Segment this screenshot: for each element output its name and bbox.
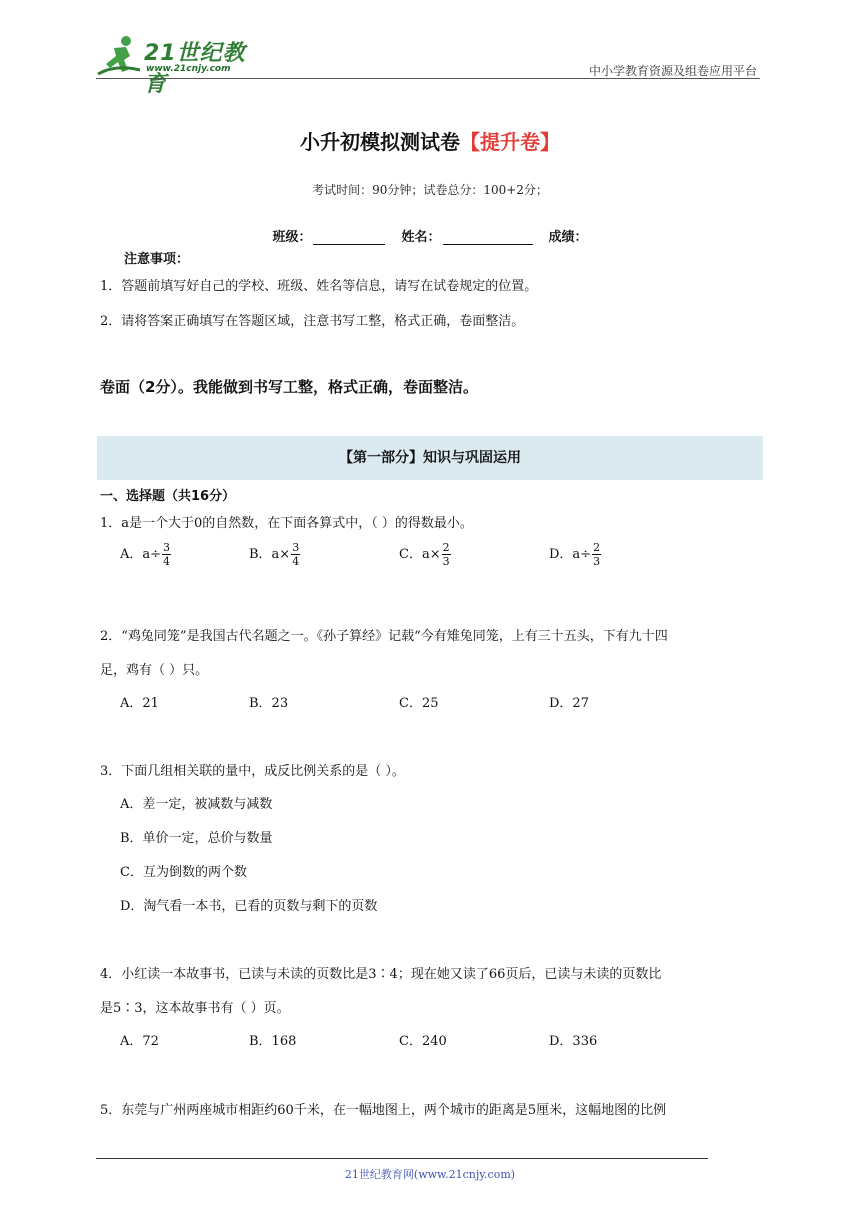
student-fields xyxy=(0,226,860,245)
fraction-denominator: 3 xyxy=(442,555,450,569)
exam-info: 考试时间：90分钟；试卷总分：100+2分； xyxy=(312,183,548,197)
name-label: 姓名： xyxy=(401,230,441,245)
q1-option-c[interactable] xyxy=(399,541,451,568)
fraction-numerator: 3 xyxy=(292,541,300,554)
fraction-numerator: 2 xyxy=(593,541,601,554)
fraction xyxy=(162,541,171,568)
q4-option-a[interactable]: A．72 xyxy=(120,1034,159,1049)
section-header xyxy=(97,436,763,480)
q2-stem-line1: 2．“鸡兔同笼”是我国古代名题之一。《孙子算经》记载“今有雉兔同笼，上有三十五头，下有九十四 xyxy=(100,629,668,644)
page-title xyxy=(0,126,860,155)
platform-label: 中小学教育资源及组卷应用平台 xyxy=(588,64,757,78)
q2-option-c[interactable]: C．25 xyxy=(399,696,439,711)
q1-option-d[interactable] xyxy=(549,541,601,568)
q3-option-d[interactable]: D．淘气看一本书，已看的页数与剩下的页数 xyxy=(120,899,378,914)
q1-option-b[interactable] xyxy=(249,541,300,568)
fraction xyxy=(592,541,601,568)
fraction-denominator: 4 xyxy=(292,555,300,569)
class-blank[interactable] xyxy=(313,244,385,245)
score-label: 成绩： xyxy=(548,230,588,245)
q4-option-b[interactable]: B．168 xyxy=(249,1034,297,1049)
q2-option-a[interactable]: A．21 xyxy=(120,696,159,711)
logo-url: www.21cnjy.com xyxy=(146,64,231,74)
q4-option-c[interactable]: C．240 xyxy=(399,1034,447,1049)
q3-stem: 3．下面几组相关联的量中，成反比例关系的是（ ）。 xyxy=(100,764,405,779)
footer-divider xyxy=(96,1158,708,1159)
title-main: 小升初模拟测试卷 xyxy=(300,130,460,154)
fraction xyxy=(291,541,300,568)
q1-option-b-label: B．a× xyxy=(249,547,291,563)
fraction-numerator: 2 xyxy=(442,541,450,554)
fraction-denominator: 3 xyxy=(593,555,601,569)
fraction-numerator: 3 xyxy=(163,541,171,554)
q2-option-b[interactable]: B．23 xyxy=(249,696,289,711)
q1-option-d-label: D．a÷ xyxy=(549,547,592,563)
q3-option-c[interactable]: C．互为倒数的两个数 xyxy=(120,865,247,880)
notice-title: 注意事项： xyxy=(124,252,190,267)
q1-option-c-label: C．a× xyxy=(399,547,441,563)
class-label: 班级： xyxy=(272,230,312,245)
footer-link[interactable]: 21世纪教育网(www.21cnjy.com) xyxy=(344,1168,516,1181)
q4-stem-line2: 是5∶3，这本故事书有（ ）页。 xyxy=(100,1001,290,1016)
part-heading: 一、选择题（共16分） xyxy=(100,489,236,504)
q2-option-d[interactable]: D．27 xyxy=(549,696,589,711)
fraction xyxy=(442,541,451,568)
q5-stem-line1: 5．东莞与广州两座城市相距约60千米，在一幅地图上，两个城市的距离是5厘米，这幅地图的比例 xyxy=(100,1103,667,1118)
q4-stem-line1: 4．小红读一本故事书，已读与未读的页数比是3∶4；现在她又读了66页后，已读与未读的页数比 xyxy=(100,967,662,982)
q3-option-a[interactable]: A．差一定，被减数与减数 xyxy=(120,797,273,812)
logo-text: 21世纪教育 xyxy=(144,41,246,97)
title-tag: 【提升卷】 xyxy=(460,130,560,154)
runner-logo-icon xyxy=(96,34,142,76)
q4-option-d[interactable]: D．336 xyxy=(549,1034,598,1049)
q1-option-a-label: A．a÷ xyxy=(120,547,162,563)
notice-item-1: 1．答题前填写好自己的学校、班级、姓名等信息，请写在试卷规定的位置。 xyxy=(100,279,538,294)
site-logo xyxy=(96,34,266,97)
paper-face-note: 卷面（2分）。我能做到书写工整，格式正确，卷面整洁。 xyxy=(100,378,478,396)
notice-item-2: 2．请将答案正确填写在答题区域，注意书写工整，格式正确，卷面整洁。 xyxy=(100,314,525,329)
section-title: 【第一部分】知识与巩固运用 xyxy=(339,450,521,466)
fraction-denominator: 4 xyxy=(163,555,171,569)
q2-stem-line2: 足，鸡有（ ）只。 xyxy=(100,663,209,678)
name-blank[interactable] xyxy=(443,244,533,245)
header-divider xyxy=(96,78,760,79)
q1-option-a[interactable] xyxy=(120,541,171,568)
q1-stem: 1．a是一个大于0的自然数，在下面各算式中，（ ）的得数最小。 xyxy=(100,516,473,531)
q3-option-b[interactable]: B．单价一定，总价与数量 xyxy=(120,831,273,846)
